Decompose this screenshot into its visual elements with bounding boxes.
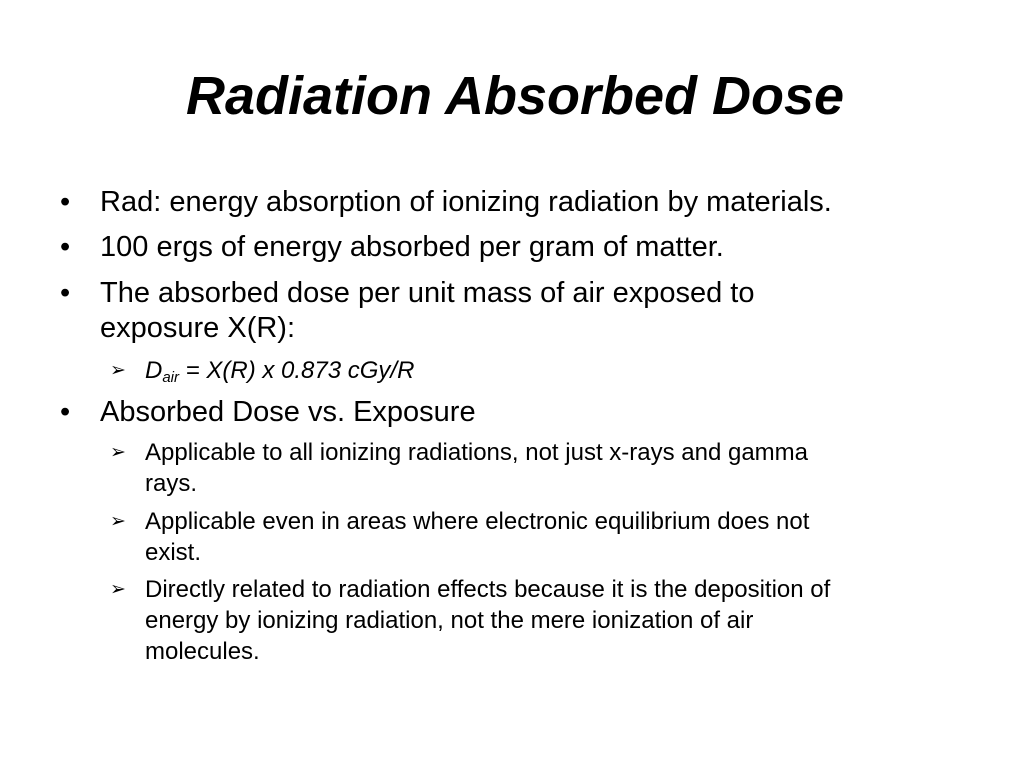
bullet-absorbed-dose-air [60, 276, 980, 346]
sub-bullet-all-radiations [110, 437, 965, 499]
arrow-bullet-icon: ➢ [110, 579, 126, 600]
arrow-bullet-icon: ➢ [110, 511, 126, 532]
sub-bullet-text-line: Applicable even in areas where electronic equilibrium does not [145, 508, 810, 535]
bullet-dose-vs-exposure [60, 395, 980, 430]
bullet-text: Absorbed Dose vs. Exposure [100, 396, 476, 428]
bullet-dot-icon: • [60, 277, 71, 309]
bullet-dot-icon: • [60, 396, 71, 428]
sub-bullet-text-line: Directly related to radiation effects because it is the deposition of [145, 576, 831, 603]
arrow-bullet-icon: ➢ [110, 360, 126, 381]
slide-title: Radiation Absorbed Dose [185, 66, 845, 126]
bullet-text: Rad: energy absorption of ionizing radiation by materials. [100, 186, 832, 218]
sub-bullet-text-line: rays. [145, 470, 198, 497]
bullet-text-line: exposure X(R): [100, 312, 296, 344]
sub-bullet-radiation-effects [110, 574, 965, 667]
sub-bullet-text-line: exist. [145, 539, 202, 566]
formula-subscript: air [162, 369, 180, 386]
bullet-dot-icon: • [60, 186, 71, 218]
formula-symbol: D [145, 357, 163, 384]
sub-bullet-formula [110, 355, 965, 386]
sub-bullet-text-line: energy by ionizing radiation, not the mere ionization of air [145, 607, 754, 634]
sub-bullet-equilibrium [110, 506, 965, 568]
bullet-dot-icon: • [60, 231, 71, 263]
bullet-text-line: The absorbed dose per unit mass of air exposed to [100, 277, 755, 309]
dose-formula [145, 357, 414, 384]
bullet-ergs [60, 230, 980, 265]
bullet-text: 100 ergs of energy absorbed per gram of matter. [100, 231, 724, 263]
formula-expression: = X(R) x 0.873 cGy/R [179, 357, 415, 384]
sub-bullet-text-line: Applicable to all ionizing radiations, not just x-rays and gamma [145, 439, 809, 466]
bullet-rad [60, 185, 980, 220]
sub-bullet-text-line: molecules. [145, 638, 260, 665]
arrow-bullet-icon: ➢ [110, 442, 126, 463]
